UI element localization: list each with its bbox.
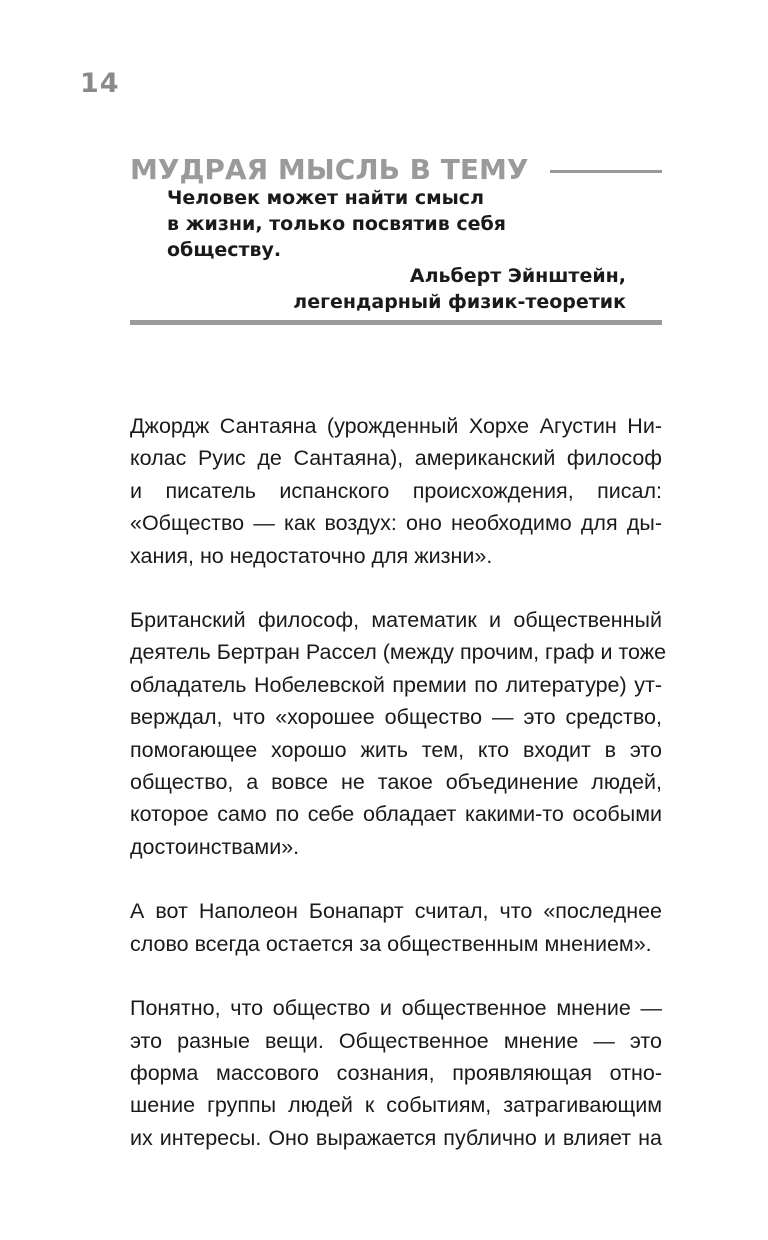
text-line: колас Руис де Сантаяна), американский философ [130,446,662,471]
text-line: которое само по себе обладает какими-то особыми [130,802,662,827]
quote-text [167,185,647,263]
text-line: общество, а вовсе не такое объединение людей, [130,770,662,795]
text-line: их интересы. Оно выражается публично и влияет на [130,1125,662,1150]
heading-rule [550,170,662,173]
text-line: достоинствами». [130,834,300,859]
quote-line: в жизни, только посвятив себя [167,213,506,235]
body-text [130,410,667,1186]
paragraph [130,604,667,863]
text-line: помогающее хорошо жить тем, кто входит в это [130,737,662,762]
text-line: шение группы людей к событиям, затрагивающим [130,1093,662,1118]
page-number: 14 [80,68,120,99]
text-line: хания, но недостаточно для жизни». [130,543,493,568]
text-line: это разные вещи. Общественное мнение — это [130,1028,662,1053]
quote-box [130,152,662,328]
quote-author [293,263,626,315]
quote-bottom-rule [130,320,662,325]
text-line: верждал, что «хорошее общество — это средство, [130,705,662,730]
text-line: и писатель испанского происхождения, писал: [130,478,662,503]
text-line: Джордж Сантаяна (урожденный Хорхе Агустин Ни- [130,414,662,438]
quote-heading-row [130,152,662,188]
paragraph [130,410,662,572]
paragraph [130,895,662,960]
author-title: легендарный физик-теоретик [293,291,626,313]
quote-heading: МУДРАЯ МЫСЛЬ В ТЕМУ [130,153,529,186]
text-line: обладатель Нобелевской премии по литературе) ут- [130,672,662,697]
text-line: Понятно, что общество и общественное мнение — [130,996,662,1021]
text-line: форма массового сознания, проявляющая отно- [130,1060,662,1085]
quote-line: обществу. [167,239,282,261]
text-line: А вот Наполеон Бонапарт считал, что «последнее [130,899,662,924]
text-line: слово всегда остается за общественным мнением». [130,931,652,956]
paragraph [130,992,662,1154]
text-line: «Общество — как воздух: оно необходимо для ды- [130,511,662,536]
quote-line: Человек может найти смысл [167,187,484,209]
text-line: деятель Бертран Рассел (между прочим, граф и тоже [130,640,667,665]
text-line: Британский философ, математик и общественный [130,608,662,633]
author-name: Альберт Эйнштейн, [409,265,626,287]
